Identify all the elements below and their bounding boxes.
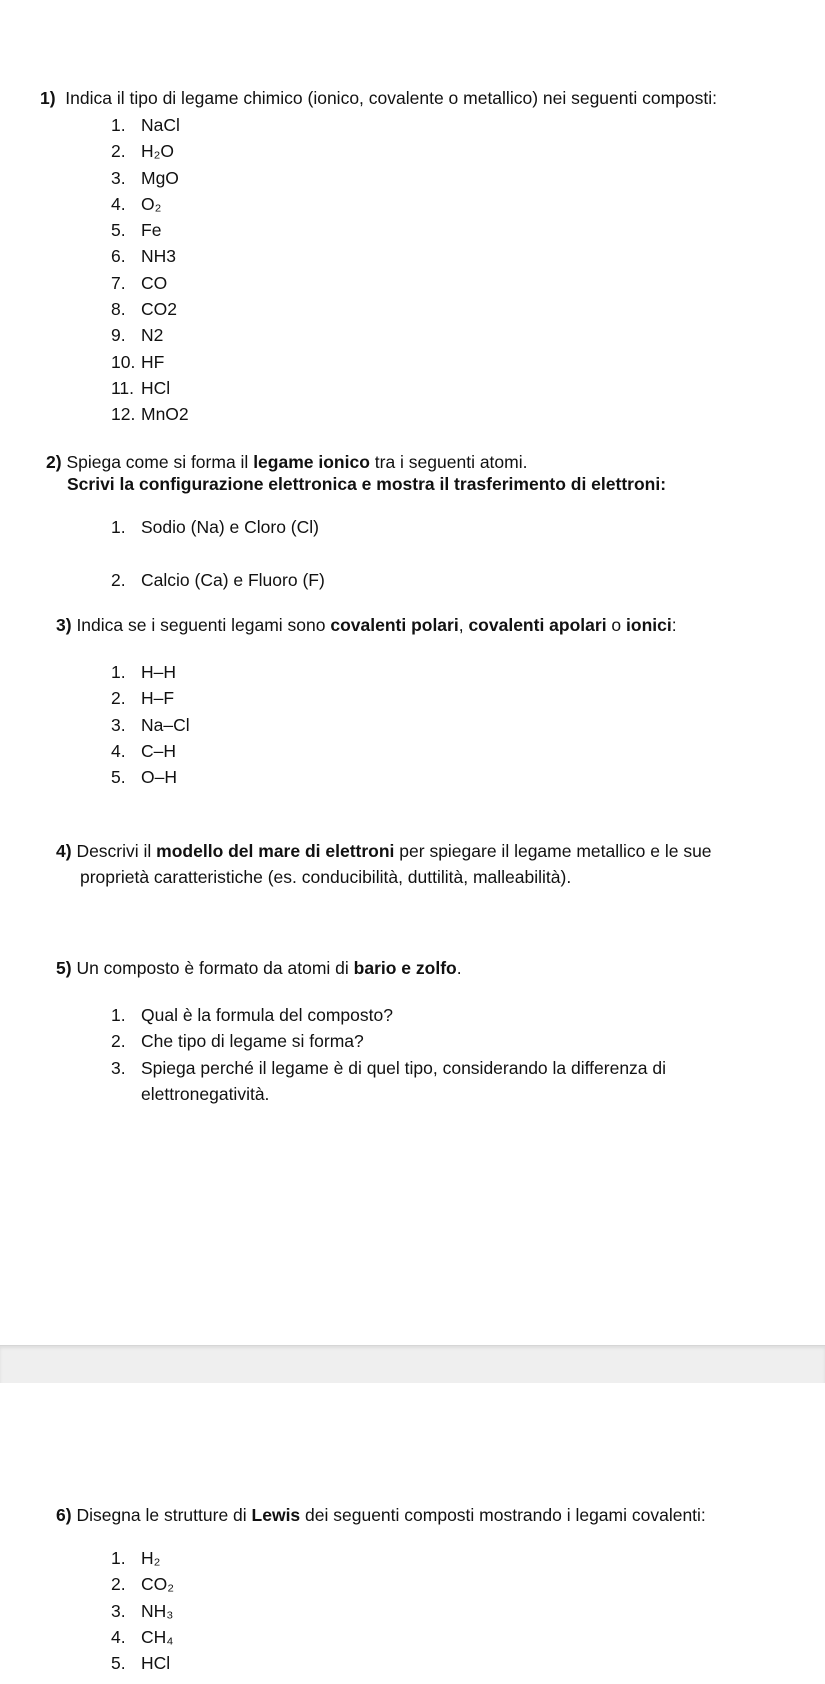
list-item: 5. Fe [111,220,162,241]
list-item: 1. H–H [111,662,177,682]
list-item: 9. N2 [111,325,164,346]
list-item: 3. Spiega perché il legame è di quel tipo, considerando la differenza di [111,1057,667,1078]
question-number: 6) [56,1505,72,1525]
list-item: 1. Sodio (Na) e Cloro (Cl) [111,517,319,537]
question-number: 5) [56,958,72,978]
list-item: 4. O₂ [111,193,162,214]
list-item: 2. H–F [111,688,175,709]
list-item: 4. CH₄ [111,1626,174,1647]
list-item: 3. MgO [111,167,179,188]
list-item: 12. MnO2 [111,404,189,425]
question-6-list [111,1545,174,1676]
list-item: 6. NH3 [111,246,177,267]
list-item: 2. CO₂ [111,1574,175,1595]
question-4-continuation: proprietà caratteristiche (es. conducibilità, duttilità, malleabilità). [80,867,572,887]
list-item: 10. HF [111,351,165,372]
question-number: 3) [56,615,72,635]
question-number: 1) [40,88,56,108]
question-2-instruction: Scrivi la configurazione elettronica e mostra il trasferimento di elettroni: [67,474,667,494]
list-item: 8. CO2 [111,299,177,320]
list-item: 5. O–H [111,767,177,788]
list-item: 3. NH₃ [111,1600,174,1621]
page-separator [0,1345,825,1384]
document-page-2 [0,1383,825,1684]
question-number: 4) [56,841,72,861]
question-2: 2) Spiega come si forma il legame ionico tra i seguenti atomi. [46,452,528,472]
question-1-list [111,112,189,428]
list-item: 2. Calcio (Ca) e Fluoro (F) [111,570,325,590]
list-item-continuation: elettronegatività. [141,1083,270,1104]
question-3-list [111,659,190,790]
question-5-list [111,1002,666,1107]
list-item: 1. H₂ [111,1548,161,1568]
question-number: 2) [46,452,62,472]
list-item: 4. C–H [111,740,177,761]
list-item: 2. Che tipo di legame si forma? [111,1031,364,1052]
list-item: 11. HCl [111,377,171,398]
question-6: 6) Disegna le strutture di Lewis dei seguenti composti mostrando i legami covalenti: [56,1505,706,1525]
list-item: 7. CO [111,272,168,293]
question-5: 5) Un composto è formato da atomi di bario e zolfo. [56,958,462,978]
list-item: 3. Na–Cl [111,714,190,735]
list-item: 2. H₂O [111,141,175,162]
question-2-list [111,514,325,593]
list-item: 1. Qual è la formula del composto? [111,1005,393,1025]
question-text: Indica il tipo di legame chimico (ionico, covalente o metallico) nei seguenti composti: [65,88,718,108]
question-3: 3) Indica se i seguenti legami sono covalenti polari, covalenti apolari o ionici: [56,615,677,635]
question-4: 4) Descrivi il modello del mare di elettroni per spiegare il legame metallico e le sue [56,841,712,861]
question-1 [40,87,717,109]
list-item: 1. NaCl [111,115,180,135]
list-item: 5. HCl [111,1653,171,1674]
